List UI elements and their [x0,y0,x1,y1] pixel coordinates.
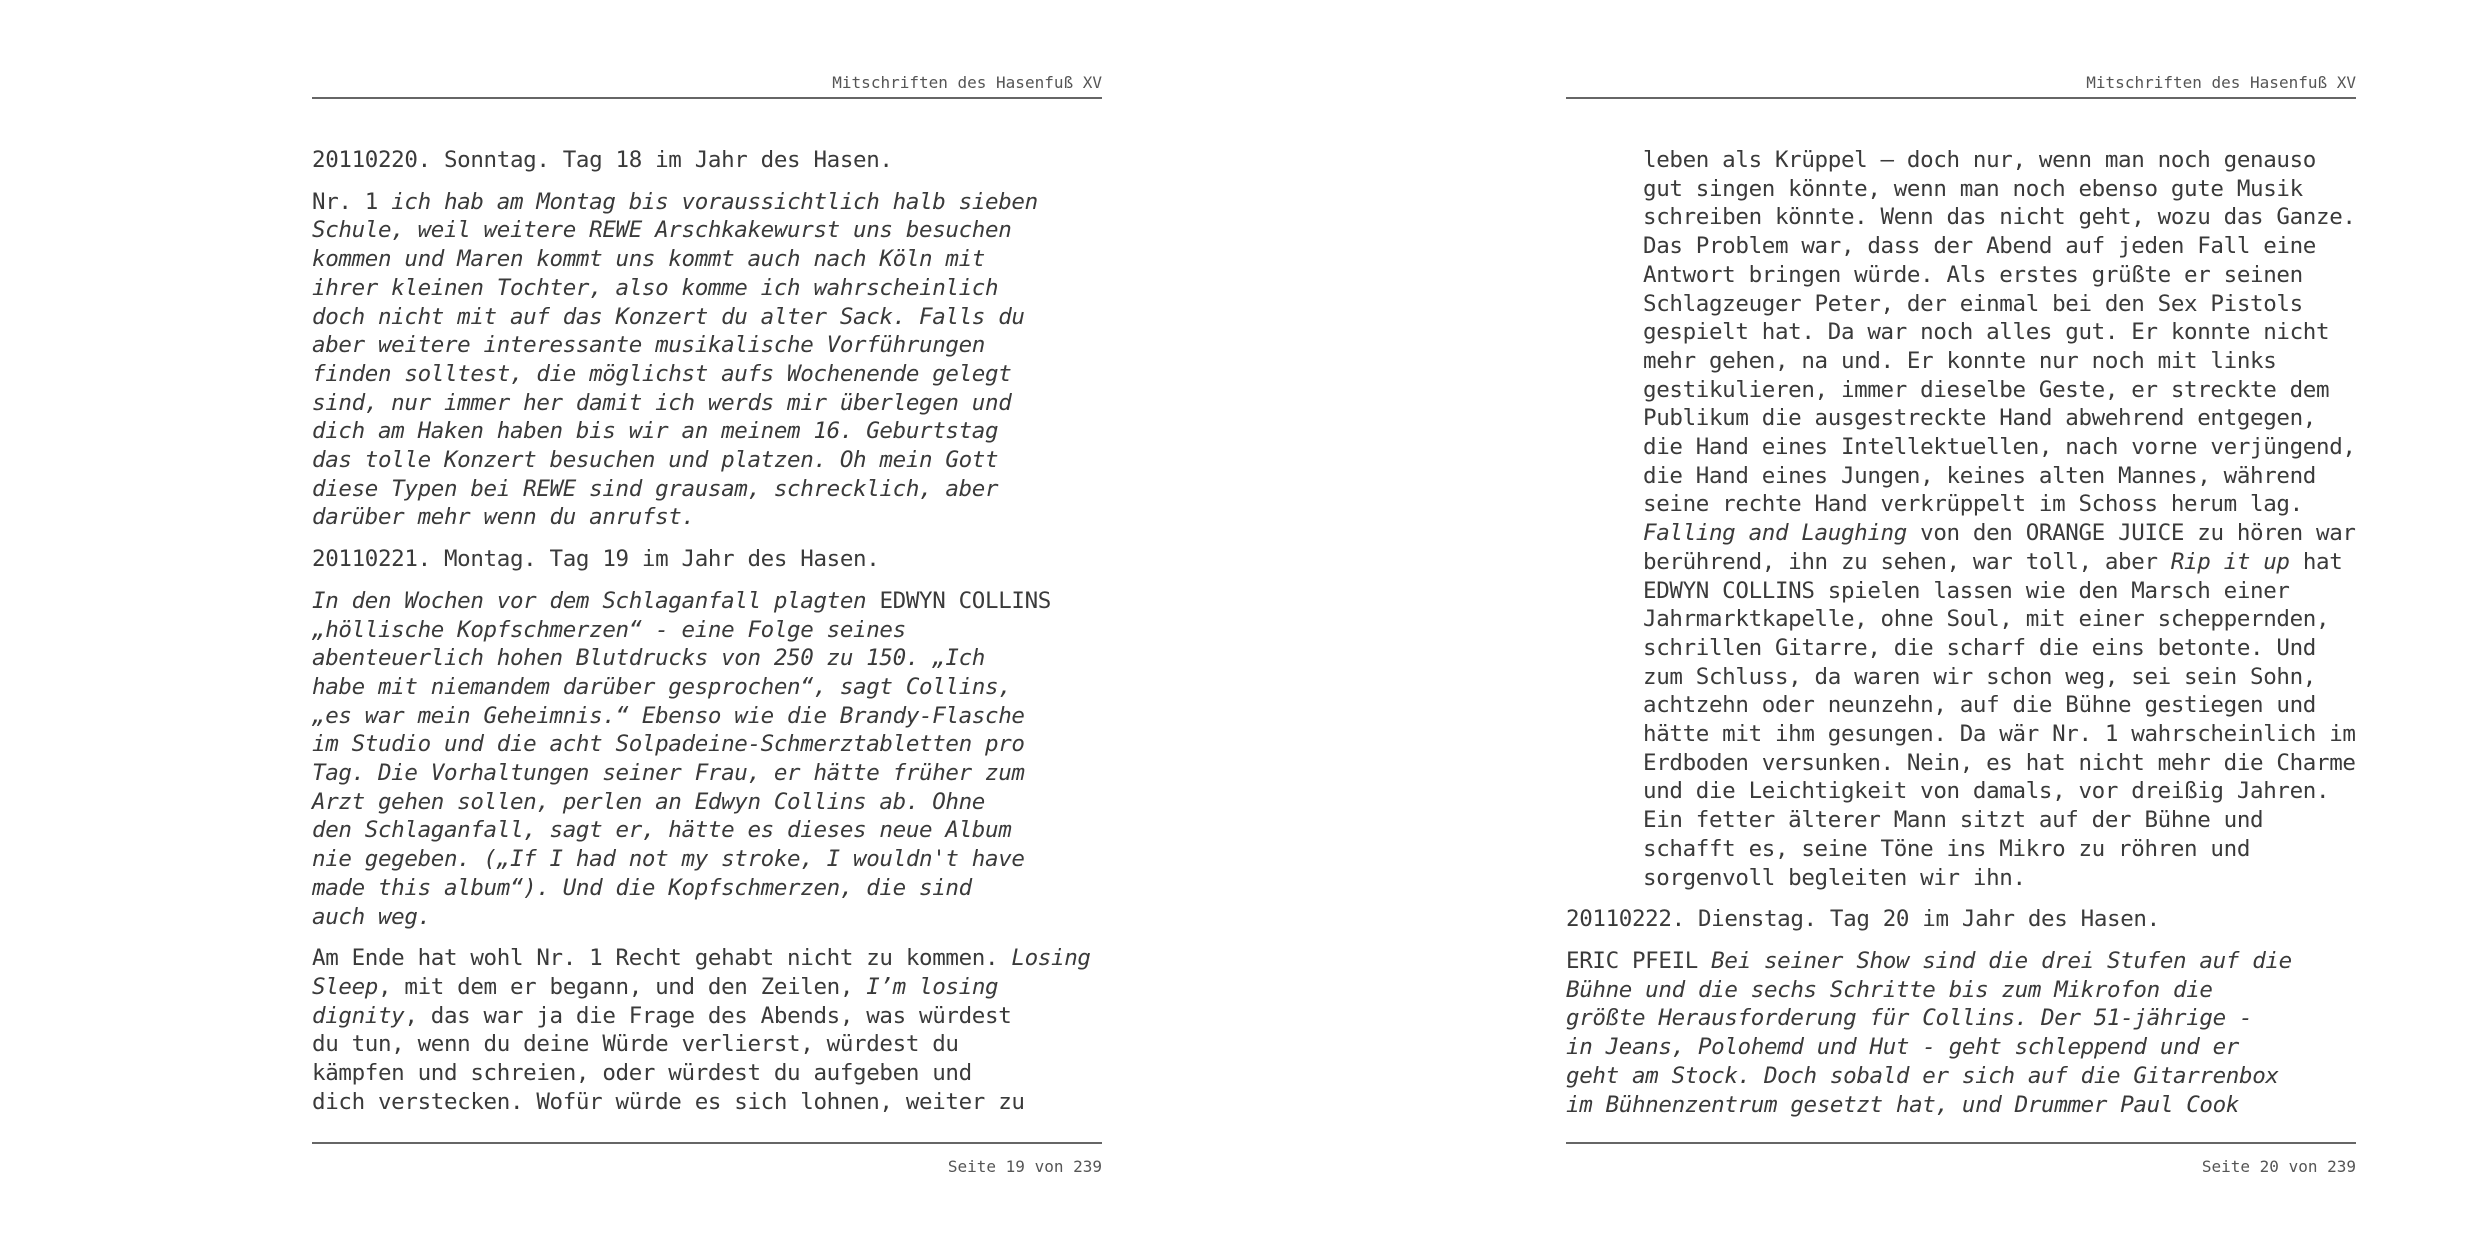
lyric-quote: dignity [312,1002,405,1029]
text-line: dich verstecken. Wofür würde es sich lohnen, weiter zu [312,1088,1025,1115]
text-line: Publikum die ausgestreckte Hand abwehrend entgegen, [1643,405,2317,432]
text-line: sorgenvoll begleiten wir ihn. [1643,864,2026,891]
quote-line: auch weg. [312,903,431,930]
text-line: Erdboden versunken. Nein, es hat nicht mehr die Charme [1643,749,2356,776]
quote-line: das tolle Konzert besuchen und platzen. Oh mein Gott [312,447,999,474]
text-line: Antwort bringen würde. Als erstes grüßte er seinen [1643,261,2303,288]
page-number: Seite 20 von 239 [2201,1157,2356,1176]
quote-line: den Schlaganfall, sagt er, hätte es dieses neue Album [312,817,1012,844]
song-title: Losing [1011,945,1091,972]
text-line: gut singen könnte, wenn man noch ebenso gute Musik [1643,175,2303,202]
quote-line: sind, nur immer her damit ich werds mir überlegen und [312,389,1012,416]
quote-line: diese Typen bei REWE sind grausam, schrecklich, aber [312,475,999,502]
quote-line: ich hab am Montag bis voraussichtlich halb sieben [391,188,1038,215]
text-line: zum Schluss, da waren wir schon weg, sei sein Sohn, [1643,663,2317,690]
quote-line: Arzt gehen sollen, perlen an Edwyn Collins ab. Ohne [312,788,986,815]
quote-line: dich am Haken haben bis wir an meinem 16. Geburtstag [312,418,999,445]
running-header: Mitschriften des Hasenfuß XV [2086,73,2356,92]
right-page [1566,0,2356,1240]
entry-date: 20110222. Dienstag. Tag 20 im Jahr des Hasen. [1566,906,2160,933]
quote-line: made this album“). Und die Kopfschmerzen, die sind [312,874,972,901]
quote-line: habe mit niemandem darüber gesprochen“, sagt Collins, [312,673,1012,700]
quote-line: doch nicht mit auf das Konzert du alter Sack. Falls du [312,303,1025,330]
text-line: , mit dem er begann, und den Zeilen, [377,973,867,1000]
page-number: Seite 19 von 239 [947,1157,1102,1176]
text-line: schrillen Gitarre, die scharf die eins betonte. Und [1643,634,2317,661]
text-line: Am Ende hat wohl Nr. 1 Recht gehabt nicht zu kommen. [312,945,1012,972]
text-line: von den ORANGE JUICE zu hören war [1906,520,2356,547]
quote-line: Schule, weil weitere REWE Arschkakewurst uns besuchen [312,217,1012,244]
artist-name: EDWYN COLLINS [879,587,1051,614]
footer-rule [1566,1142,2356,1144]
quote-line: nie gegeben. („If I had not my stroke, I wouldn't have [312,846,1025,873]
quote-line: im Studio und die acht Solpadeine-Schmerztabletten pro [312,731,1025,758]
quote-paragraph-collins [312,587,1102,931]
quote-line: „höllische Kopfschmerzen“ - eine Folge seines [312,616,906,643]
quote-line: darüber mehr wenn du anrufst. [312,504,695,531]
text-line: Ein fetter älterer Mann sitzt auf der Bühne und [1643,807,2264,834]
text-line: Das Problem war, dass der Abend auf jeden Fall eine [1643,233,2317,260]
quote-line: Tag. Die Vorhaltungen seiner Frau, er hätte früher zum [312,760,1025,787]
text-line: kämpfen und schreien, oder würdest du aufgeben und [312,1060,972,1087]
body-paragraph [312,944,1102,1116]
quote-line: aber weitere interessante musikalische Vorführungen [312,332,986,359]
text-line: du tun, wenn du deine Würde verlierst, würdest du [312,1031,959,1058]
footer-rule [312,1142,1102,1144]
quote-line: finden solltest, die möglichst aufs Wochenende gelegt [312,360,1012,387]
quote-line: In den Wochen vor dem Schlaganfall plagten [312,587,880,614]
quote-line: kommen und Maren kommt uns kommt auch nach Köln mit [312,246,986,273]
quote-line: abenteuerlich hohen Blutdrucks von 250 zu 150. „Ich [312,645,986,672]
quote-line: in Jeans, Polohemd und Hut - geht schleppend und er [1566,1034,2240,1061]
quote-line: Bei seiner Show sind die drei Stufen auf die [1711,947,2292,974]
quote-line: ihrer kleinen Tochter, also komme ich wahrscheinlich [312,274,999,301]
left-page-body [312,146,1102,1117]
quote-line: Bühne und die sechs Schritte bis zum Mikrofon die [1566,976,2213,1003]
text-line: Schlagzeuger Peter, der einmal bei den Sex Pistols [1643,290,2303,317]
text-line: achtzehn oder neunzehn, auf die Bühne gestiegen und [1643,692,2317,719]
text-line: die Hand eines Intellektuellen, nach vorne verjüngend, [1643,434,2356,461]
text-line: die Hand eines Jungen, keines alten Mannes, während [1643,462,2317,489]
entry-date: 20110221. Montag. Tag 19 im Jahr des Hasen. [312,546,880,573]
left-page [312,0,1102,1240]
text-line: hat [2289,548,2343,575]
text-line: schreiben könnte. Wenn das nicht geht, wozu das Ganze. [1643,204,2356,231]
lyric-quote: I’m losing [866,973,999,1000]
entry-date: 20110220. Sonntag. Tag 18 im Jahr des Hasen. [312,147,893,173]
quote-paragraph-pfeil [1566,947,2356,1119]
quote-line: größte Herausforderung für Collins. Der 51-jährige - [1566,1005,2253,1032]
text-line: hätte mit ihm gesungen. Da wär Nr. 1 wahrscheinlich im [1643,721,2356,748]
author-name: ERIC PFEIL [1566,947,1712,974]
song-title: Falling and Laughing [1643,520,1907,547]
text-line: EDWYN COLLINS spielen lassen wie den Marsch einer [1643,577,2290,604]
text-line: leben als Krüppel – doch nur, wenn man noch genauso [1643,147,2317,173]
text-line: schafft es, seine Töne ins Mikro zu röhren und [1643,835,2251,862]
quote-line: geht am Stock. Doch sobald er sich auf die Gitarrenbox [1566,1062,2279,1089]
speaker-label: Nr. 1 [312,188,392,215]
running-header: Mitschriften des Hasenfuß XV [832,73,1102,92]
quote-line: „es war mein Geheimnis.“ Ebenso wie die Brandy-Flasche [312,702,1025,729]
text-line: gestikulieren, immer dieselbe Geste, er streckte dem [1643,376,2330,403]
text-line: Jahrmarktkapelle, ohne Soul, mit einer scheppernden, [1643,606,2330,633]
text-line: , das war ja die Frage des Abends, was würdest [404,1002,1012,1029]
quote-line: im Bühnenzentrum gesetzt hat, und Drummer Paul Cook [1566,1091,2240,1118]
text-line: seine rechte Hand verkrüppelt im Schoss herum lag. [1643,491,2303,518]
song-title: Sleep [312,973,378,1000]
right-page-body [1566,146,2356,1119]
text-line: berührend, ihn zu sehen, war toll, aber [1643,548,2171,575]
text-line: mehr gehen, na und. Er konnte nur noch mit links [1643,347,2277,374]
body-paragraph-continued [1566,146,2356,892]
text-line: und die Leichtigkeit von damals, vor dreißig Jahren. [1643,778,2330,805]
quote-paragraph-nr1 [312,188,1102,532]
header-rule [1566,97,2356,99]
header-rule [312,97,1102,99]
text-line: gespielt hat. Da war noch alles gut. Er konnte nicht [1643,319,2330,346]
song-title: Rip it up [2170,548,2290,575]
